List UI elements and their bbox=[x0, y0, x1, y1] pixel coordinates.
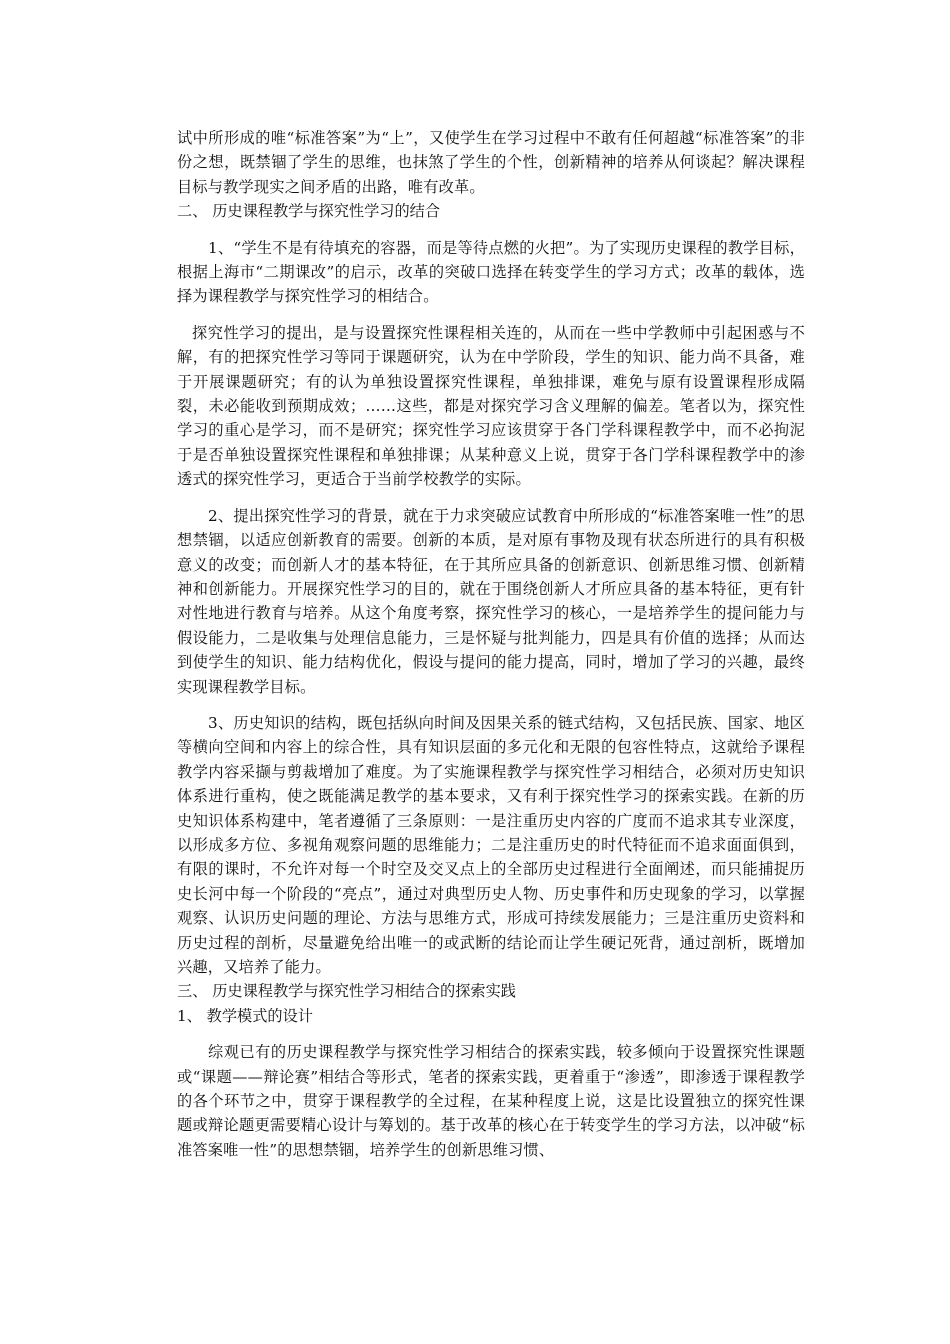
body-paragraph: 3、历史知识的结构，既包括纵向时间及因果关系的链式结构，又包括民族、国家、地区等横向空间和内容上的综合性，具有知识层面的多元化和无限的包容性特点，这就给予课程教学内容采撷与剪裁增加了难度。为了实施课程教学与探究性学习相结合，必须对历史知识体系进行重构，使之既能满足教学的基本要求，又有利于探究性学习的探索实践。在新的历史知识体系构建中，笔者遵循了三条原则：一是注重历史内容的广度而不追求其专业深度，以形成多方位、多视角观察问题的思维能力；二是注重历史的时代特征而不追求面面俱到，有限的课时，不允许对每一个时空及交叉点上的全部历史过程进行全面阐述，而只能捕捉历史长河中每一个阶段的“亮点”，通过对典型历史人物、历史事件和历史现象的学习，以掌握观察、认识历史问题的理论、方法与思维方式，形成可持续发展能力；三是注重历史资料和历史过程的剖析，尽量避免给出唯一的或武断的结论而让学生硬记死背，通过剖析，既增加兴趣，又培养了能力。 bbox=[177, 713, 805, 976]
body-paragraph: 2、提出探究性学习的背景，就在于力求突破应试教育中所形成的“标准答案唯一性”的思想禁锢，以适应创新教育的需要。创新的本质，是对原有事物及现有状态所进行的具有积极意义的改变；而创新人才的基本特征，在于其所应具备的创新意识、创新思维习惯、创新精神和创新能力。开展探究性学习的目的，就在于围绕创新人才所应具备的基本特征，更有针对性地进行教育与培养。从这个角度考察，探究性学习的核心，一是培养学生的提问能力与假设能力，二是收集与处理信息能力，三是怀疑与批判能力，四是具有价值的选择；从而达到使学生的知识、能力结构优化，假设与提问的能力提高，同时，增加了学习的兴趣，最终实现课程教学目标。 bbox=[177, 506, 805, 696]
subsection-heading: 1、 教学模式的设计 bbox=[177, 1006, 313, 1025]
body-paragraph: 综观已有的历史课程教学与探究性学习相结合的探索实践，较多倾向于设置探究性课题或“课题——辩论赛”相结合等形式，笔者的探索实践，更着重于“渗透”，即渗透于课程教学的各个环节之中，贯穿于课程教学的全过程，在某种程度上说，这是比设置独立的探究性课题或辩论题更需要精心设计与筹划的。基于改革的核心在于转变学生的学习方法，以冲破“标准答案唯一性”的思想禁锢，培养学生的创新思维习惯、 bbox=[177, 1043, 805, 1159]
body-paragraph: 探究性学习的提出，是与设置探究性课程相关连的，从而在一些中学教师中引起困惑与不解，有的把探究性学习等同于课题研究，认为在中学阶段，学生的知识、能力尚不具备，难于开展课题研究；有的认为单独设置探究性课程，单独排课，难免与原有设置课程形成隔裂，未必能收到预期成效；……这些，都是对探究学习含义理解的偏差。笔者以为，探究性学习的重心是学习，而不是研究；探究性学习应该贯穿于各门学科课程教学中，而不必拘泥于是否单独设置探究性课程和单独排课；从某种意义上说，贯穿于各门学科课程教学中的渗透式的探究性学习，更适合于当前学校教学的实际。 bbox=[177, 323, 805, 489]
section-heading: 二、 历史课程教学与探究性学习的结合 bbox=[177, 202, 441, 221]
section-heading: 三、 历史课程教学与探究性学习相结合的探索实践 bbox=[177, 982, 516, 1001]
body-paragraph: 试中所形成的唯“标准答案”为“上”，又使学生在学习过程中不敢有任何超越“标准答案”的非份之想，既禁锢了学生的思维，也抹煞了学生的个性，创新精神的培养从何谈起？解决课程目标与教学现实之间矛盾的出路，唯有改革。 bbox=[177, 129, 805, 196]
document-page bbox=[177, 126, 805, 1162]
body-paragraph: 1、“学生不是有待填充的容器，而是等待点燃的火把”。为了实现历史课程的教学目标，根据上海市“二期课改”的启示，改革的突破口选择在转变学生的学习方式；改革的载体，选择为课程教学与探究性学习的相结合。 bbox=[177, 238, 805, 306]
